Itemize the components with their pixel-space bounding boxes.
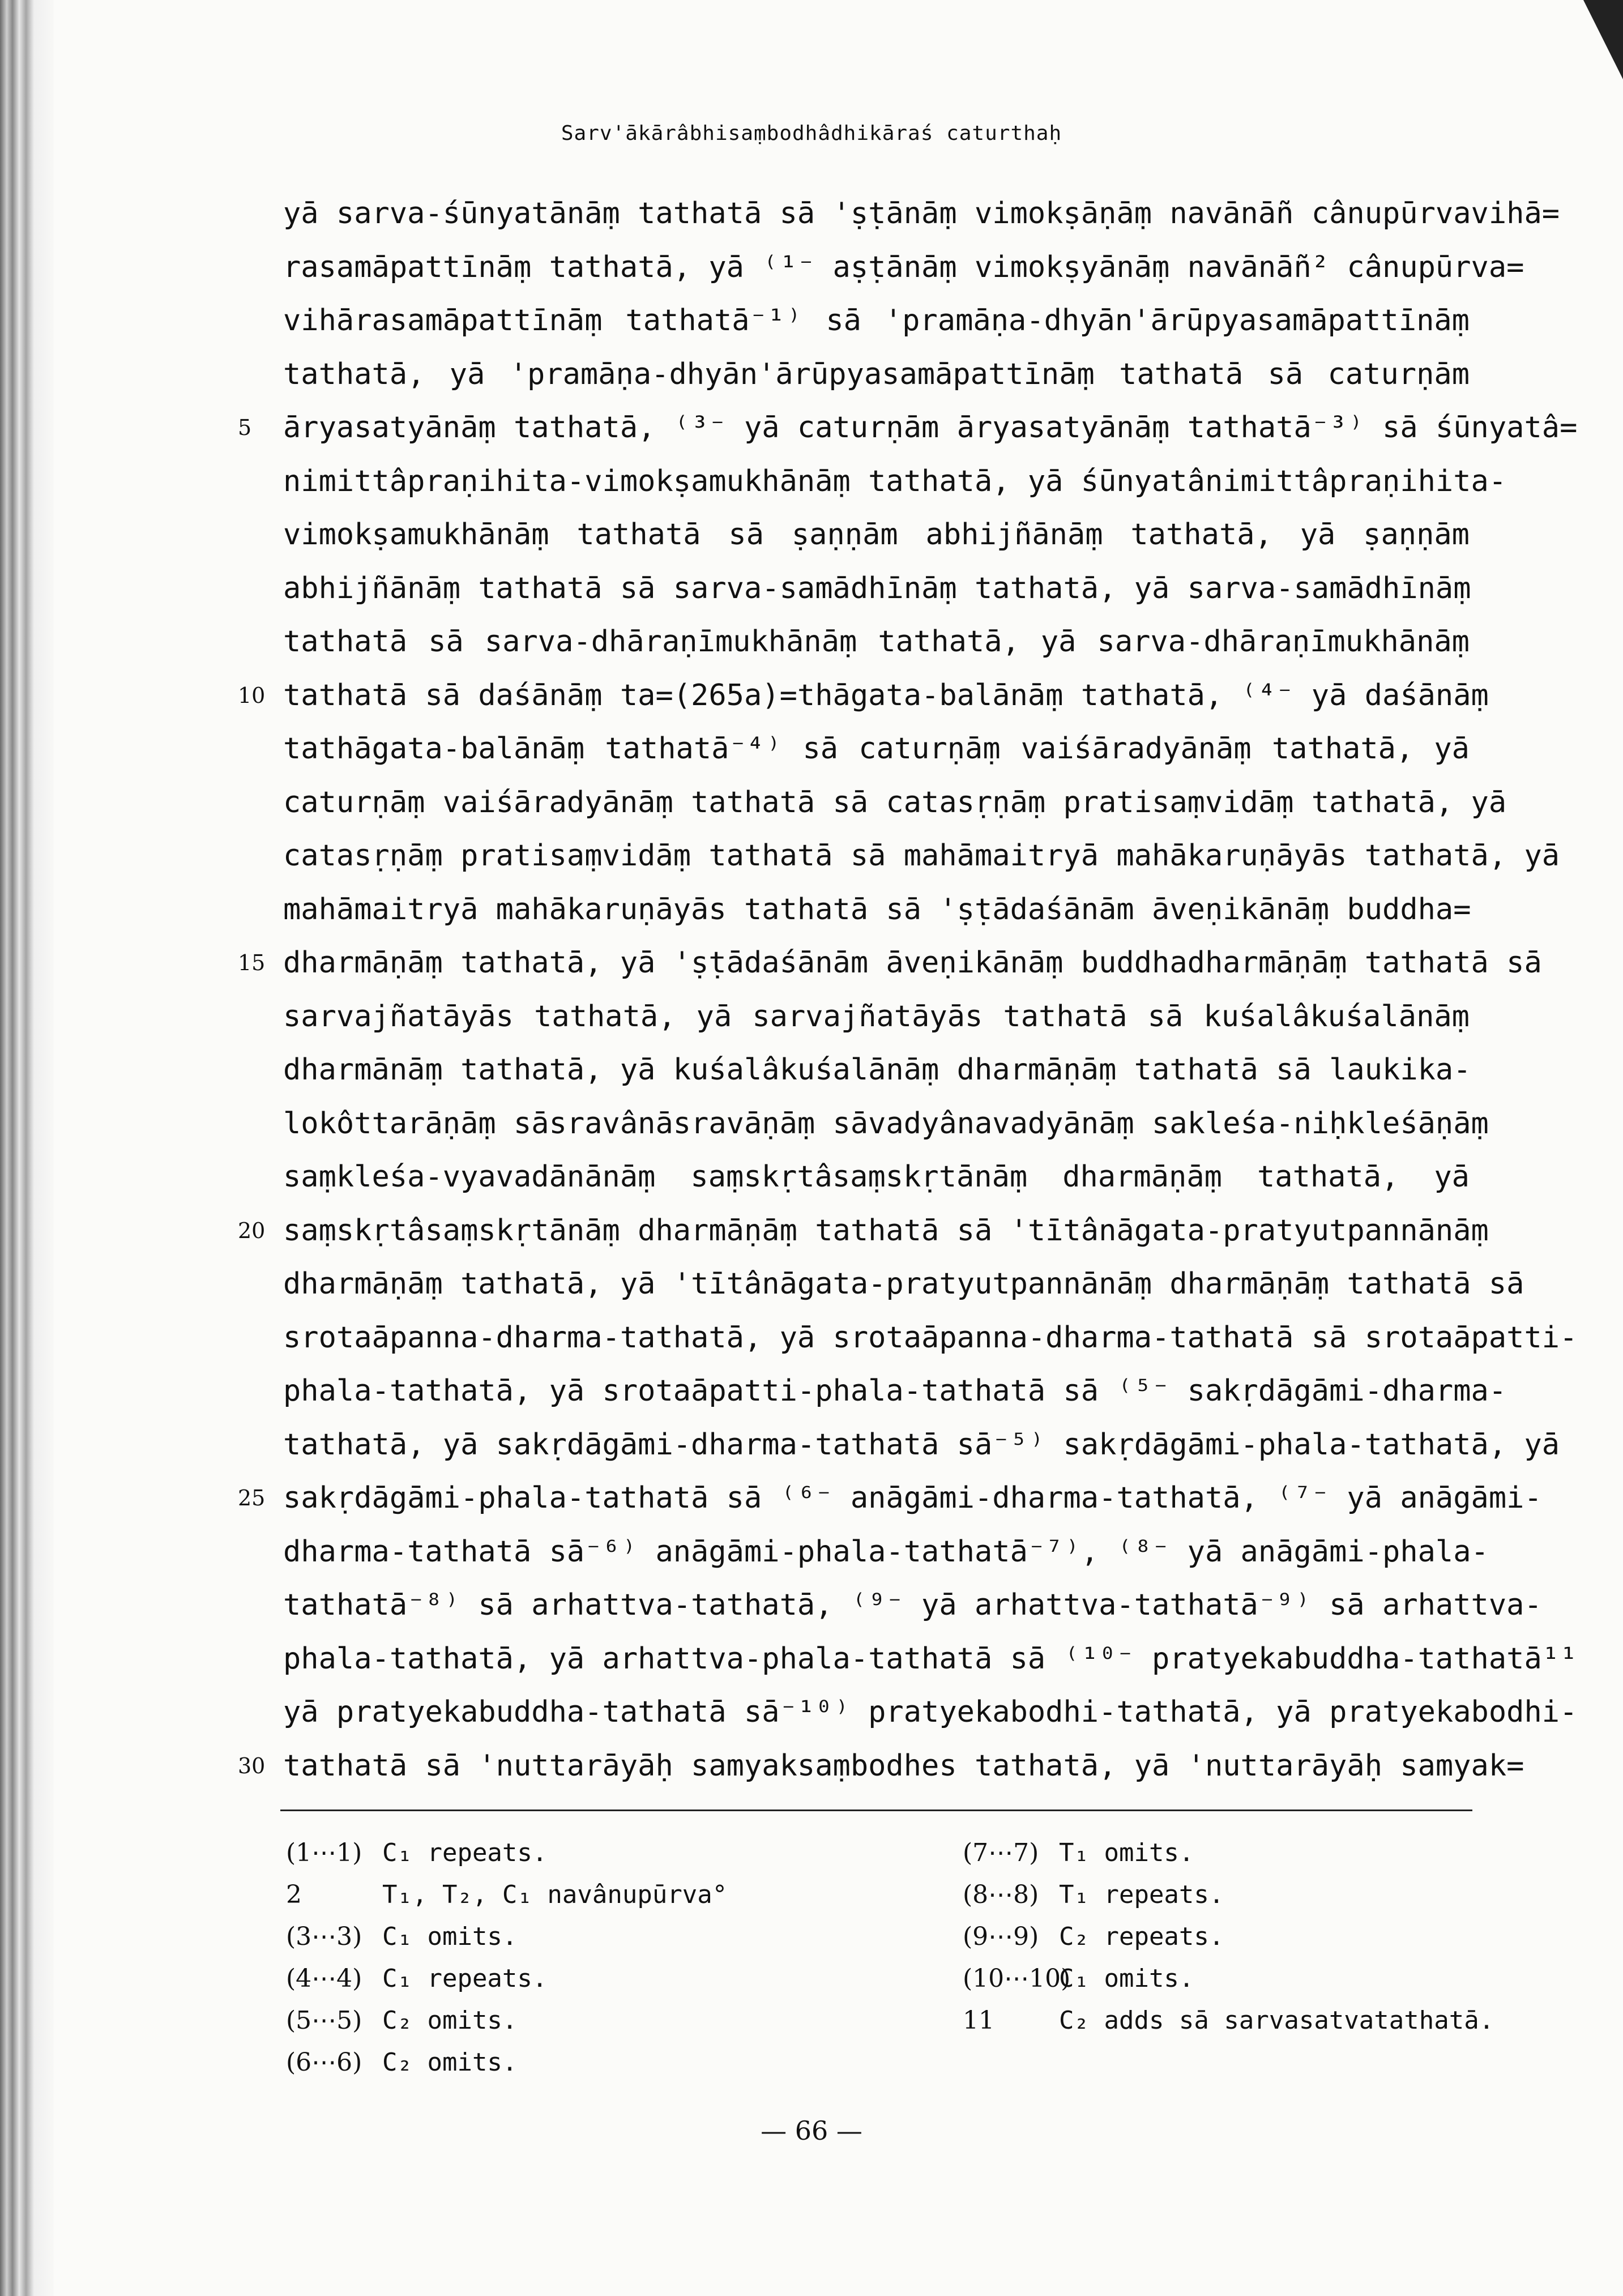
line-number: 5 — [238, 415, 252, 440]
line-number — [238, 455, 277, 509]
footnote-text: C₁ omits. — [382, 1922, 518, 1951]
text-line: dharma-tathatā sā⁻⁶⁾ anāgāmi-phala-tathatā⁻⁷⁾, ⁽⁸⁻ yā anāgāmi-phala- — [283, 1534, 1489, 1569]
text-line: tathatā sā 'nuttarāyāḥ samyaksaṃbodhes tathatā, yā 'nuttarāyāḥ samyak= — [283, 1748, 1524, 1783]
line-number — [238, 508, 277, 562]
footnote — [963, 2000, 1494, 2042]
line-number — [238, 883, 277, 937]
text-line: srotaāpanna-dharma-tathatā, yā srotaāpanna-dharma-tathatā sā srotaāpatti- — [283, 1320, 1578, 1355]
text-line: tathatā, yā sakṛdāgāmi-dharma-tathatā sā⁻⁵⁾ sakṛdāgāmi-phala-tathatā, yā — [283, 1427, 1560, 1462]
footnote — [286, 2000, 517, 2042]
footnote — [963, 1916, 1224, 1958]
text-line: abhijñānāṃ tathatā sā sarva-samādhīnāṃ tathatā, yā sarva-samādhīnāṃ — [283, 571, 1471, 605]
text-line: vimokṣamukhānāṃ tathatā sā ṣaṇṇām abhijñānāṃ tathatā, yā ṣaṇṇām — [283, 518, 1470, 552]
text-line: nimittâpraṇihita-vimokṣamukhānāṃ tathatā, yā śūnyatânimittâpraṇihita- — [283, 464, 1507, 498]
text-line: āryasatyānāṃ tathatā, ⁽³⁻ yā caturṇām āryasatyānāṃ tathatā⁻³⁾ sā śūnyatâ= — [283, 411, 1578, 445]
line-number — [238, 829, 277, 883]
text-line: tathatā⁻⁸⁾ sā arhattva-tathatā, ⁽⁹⁻ yā arhattva-tathatā⁻⁹⁾ sā arhattva- — [283, 1588, 1542, 1622]
line-number: 10 — [238, 682, 266, 708]
text-line: catasṛṇāṃ pratisaṃvidāṃ tathatā sā mahāmaitryā mahākaruṇāyās tathatā, yā — [283, 839, 1560, 873]
line-number — [238, 1257, 277, 1311]
line-number — [238, 1418, 277, 1472]
footnote-key: 11 — [963, 2006, 994, 2035]
footnote — [286, 1832, 547, 1874]
footnote-text: T₁ repeats. — [1059, 1880, 1224, 1909]
footnote — [286, 1874, 727, 1916]
footnote-key: (5⋯5) — [286, 2006, 362, 2035]
line-number — [238, 1525, 277, 1579]
line-number — [238, 562, 277, 616]
line-number — [238, 1632, 277, 1686]
text-line: sarvajñatāyās tathatā, yā sarvajñatāyās tathatā sā kuśalâkuśalānāṃ — [283, 999, 1470, 1034]
footnote-key: (1⋯1) — [286, 1838, 362, 1867]
footnote-key: (9⋯9) — [963, 1922, 1039, 1951]
line-number — [238, 722, 277, 776]
text-line: dharmāṇāṃ tathatā, yā 'ṣṭādaśānām āveṇikānāṃ buddhadharmāṇāṃ tathatā sā — [283, 946, 1542, 980]
text-line: sakṛdāgāmi-phala-tathatā sā ⁽⁶⁻ anāgāmi-dharma-tathatā, ⁽⁷⁻ yā anāgāmi- — [283, 1481, 1542, 1515]
footnote — [286, 1916, 517, 1958]
footnote-text: C₁ omits. — [1059, 1964, 1194, 1993]
footnote-text: T₁, T₂, C₁ navânupūrva° — [382, 1880, 728, 1909]
footnote-text: T₁ omits. — [1059, 1838, 1194, 1867]
line-number — [238, 1685, 277, 1739]
footnote — [963, 1832, 1194, 1874]
footnote-key: (6⋯6) — [286, 2048, 362, 2077]
running-header: Sarv'ākārâbhisaṃbodhâdhikāraś caturthaḥ — [561, 122, 1062, 145]
line-number: 15 — [238, 950, 266, 975]
line-number — [238, 187, 277, 241]
text-line: phala-tathatā, yā srotaāpatti-phala-tathatā sā ⁽⁵⁻ sakṛdāgāmi-dharma- — [283, 1374, 1507, 1408]
line-number — [238, 1311, 277, 1365]
text-line: tathatā sā daśānāṃ ta=(265a)=thāgata-balānāṃ tathatā, ⁽⁴⁻ yā daśānāṃ — [283, 678, 1489, 712]
line-number — [238, 1097, 277, 1151]
text-line: tathatā sā sarva-dhāraṇīmukhānāṃ tathatā, yā sarva-dhāraṇīmukhānāṃ — [283, 625, 1470, 659]
line-number — [238, 294, 277, 348]
footnote-text: C₂ adds sā sarvasatvatathatā. — [1059, 2006, 1494, 2035]
footnote-rule — [280, 1810, 1472, 1811]
footnote — [963, 1958, 1194, 2000]
line-number — [238, 615, 277, 669]
text-line: dharmānāṃ tathatā, yā kuśalâkuśalānāṃ dharmāṇāṃ tathatā sā laukika- — [283, 1053, 1471, 1087]
line-number — [238, 990, 277, 1044]
line-number: 20 — [238, 1218, 266, 1243]
footnote-text: C₁ repeats. — [382, 1838, 548, 1867]
text-line: tathāgata-balānāṃ tathatā⁻⁴⁾ sā caturṇāṃ vaiśāradyānāṃ tathatā, yā — [283, 732, 1470, 766]
footnote-key: (8⋯8) — [963, 1880, 1039, 1909]
footnote-text: C₂ omits. — [382, 2006, 518, 2035]
text-line: saṃkleśa-vyavadānānāṃ saṃskṛtâsaṃskṛtānāṃ dharmāṇāṃ tathatā, yā — [283, 1160, 1470, 1194]
line-number — [238, 1043, 277, 1097]
footnote — [286, 1958, 547, 2000]
footnote-key: 2 — [286, 1880, 302, 1909]
footnote-key: (4⋯4) — [286, 1964, 362, 1993]
footnote-text: C₂ omits. — [382, 2048, 518, 2077]
page-number: — 66 — — [761, 2115, 862, 2146]
line-number — [238, 1150, 277, 1204]
scan-corner-shadow — [1583, 0, 1623, 79]
line-number — [238, 776, 277, 830]
footnote-text: C₁ repeats. — [382, 1964, 548, 1993]
footnote-key: (10⋯10) — [963, 1964, 1071, 1993]
line-number: 25 — [238, 1486, 266, 1510]
text-line: phala-tathatā, yā arhattva-phala-tathatā sā ⁽¹⁰⁻ pratyekabuddha-tathatā¹¹ — [283, 1641, 1578, 1676]
line-number: 30 — [238, 1753, 266, 1778]
text-line: tathatā, yā 'pramāṇa-dhyān'ārūpyasamāpattīnāṃ tathatā sā caturṇām — [283, 357, 1470, 391]
line-number — [238, 1364, 277, 1418]
text-line: mahāmaitryā mahākaruṇāyās tathatā sā 'ṣṭādaśānām āveṇikānāṃ buddha= — [283, 892, 1471, 927]
text-line: yā pratyekabuddha-tathatā sā⁻¹⁰⁾ pratyekabodhi-tathatā, yā pratyekabodhi- — [283, 1695, 1578, 1729]
footnote-key: (7⋯7) — [963, 1838, 1039, 1867]
text-line: saṃskṛtâsaṃskṛtānāṃ dharmāṇāṃ tathatā sā 'tītânāgata-pratyutpannānāṃ — [283, 1213, 1489, 1248]
footnote-text: C₂ repeats. — [1059, 1922, 1224, 1951]
footnote — [286, 2042, 517, 2084]
text-line: dharmāṇāṃ tathatā, yā 'tītânāgata-pratyutpannānāṃ dharmāṇāṃ tathatā sā — [283, 1267, 1524, 1301]
footnote — [963, 1874, 1224, 1916]
line-number — [238, 1578, 277, 1632]
line-number — [238, 241, 277, 295]
text-line: lokôttarāṇāṃ sāsravânāsravāṇāṃ sāvadyânavadyānāṃ sakleśa-niḥkleśāṇāṃ — [283, 1106, 1489, 1141]
text-line: rasamāpattīnāṃ tathatā, yā ⁽¹⁻ aṣṭānāṃ vimokṣyānāṃ navānāñ² cânupūrva= — [283, 250, 1524, 284]
footnote-key: (3⋯3) — [286, 1922, 362, 1951]
line-number — [238, 348, 277, 402]
scan-binding-edge — [0, 0, 54, 2296]
text-line: vihārasamāpattīnāṃ tathatā⁻¹⁾ sā 'pramāṇa-dhyān'ārūpyasamāpattīnāṃ — [283, 304, 1470, 338]
text-line: yā sarva-śūnyatānāṃ tathatā sā 'ṣṭānāṃ vimokṣāṇāṃ navānāñ cânupūrvavihā= — [283, 197, 1560, 231]
text-line: caturṇāṃ vaiśāradyānāṃ tathatā sā catasṛṇāṃ pratisaṃvidāṃ tathatā, yā — [283, 785, 1507, 820]
